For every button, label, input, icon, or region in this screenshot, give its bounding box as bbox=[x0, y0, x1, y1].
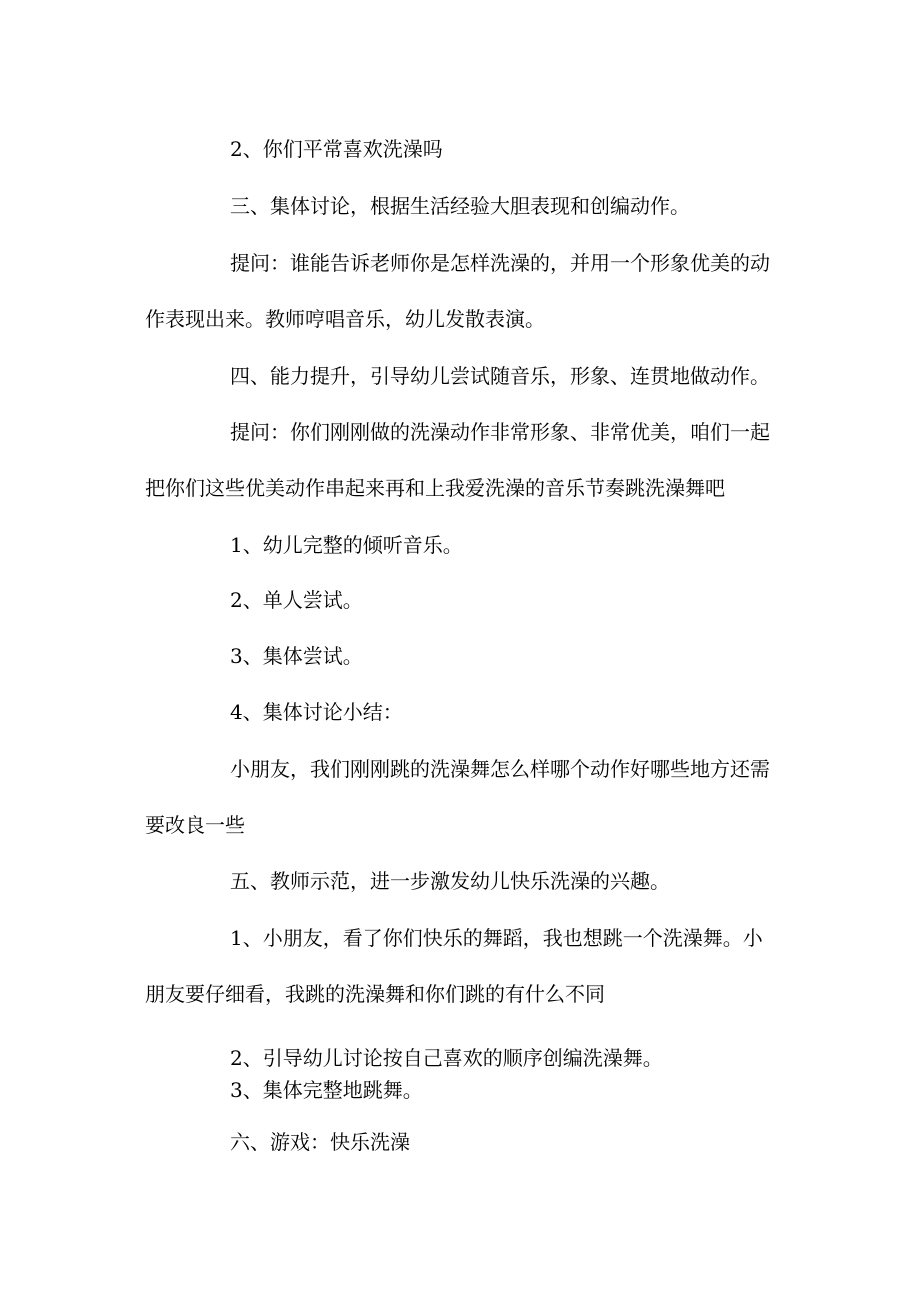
text-line-2: 三、集体讨论，根据生活经验大胆表现和创编动作。 bbox=[230, 194, 690, 218]
text-line-11: 4、集体讨论小结： bbox=[230, 700, 403, 724]
text-line-7: 把你们这些优美动作串起来再和上我爱洗澡的音乐节奏跳洗澡舞吧 bbox=[145, 476, 725, 500]
text-line-6: 提问：你们刚刚做的洗澡动作非常形象、非常优美，咱们一起 bbox=[230, 420, 770, 444]
text-line-13: 要改良一些 bbox=[145, 813, 245, 837]
text-line-4: 作表现出来。教师哼唱音乐，幼儿发散表演。 bbox=[145, 307, 545, 331]
text-line-14: 五、教师示范，进一步激发幼儿快乐洗澡的兴趣。 bbox=[230, 869, 670, 893]
text-line-5: 四、能力提升，引导幼儿尝试随音乐，形象、连贯地做动作。 bbox=[230, 364, 770, 388]
text-line-16: 朋友要仔细看，我跳的洗澡舞和你们跳的有什么不同 bbox=[145, 982, 605, 1006]
text-line-10: 3、集体尝试。 bbox=[230, 644, 363, 668]
text-line-1: 2、你们平常喜欢洗澡吗 bbox=[230, 137, 443, 161]
text-line-17: 2、引导幼儿讨论按自己喜欢的顺序创编洗澡舞。 bbox=[230, 1046, 663, 1070]
text-line-19: 六、游戏：快乐洗澡 bbox=[230, 1130, 410, 1154]
text-line-3: 提问：谁能告诉老师你是怎样洗澡的，并用一个形象优美的动 bbox=[230, 251, 770, 275]
text-line-15: 1、小朋友，看了你们快乐的舞蹈，我也想跳一个洗澡舞。小 bbox=[230, 926, 763, 950]
text-line-18: 3、集体完整地跳舞。 bbox=[230, 1078, 423, 1102]
text-line-9: 2、单人尝试。 bbox=[230, 588, 363, 612]
text-line-8: 1、幼儿完整的倾听音乐。 bbox=[230, 533, 463, 557]
text-line-12: 小朋友，我们刚刚跳的洗澡舞怎么样哪个动作好哪些地方还需 bbox=[230, 757, 770, 781]
